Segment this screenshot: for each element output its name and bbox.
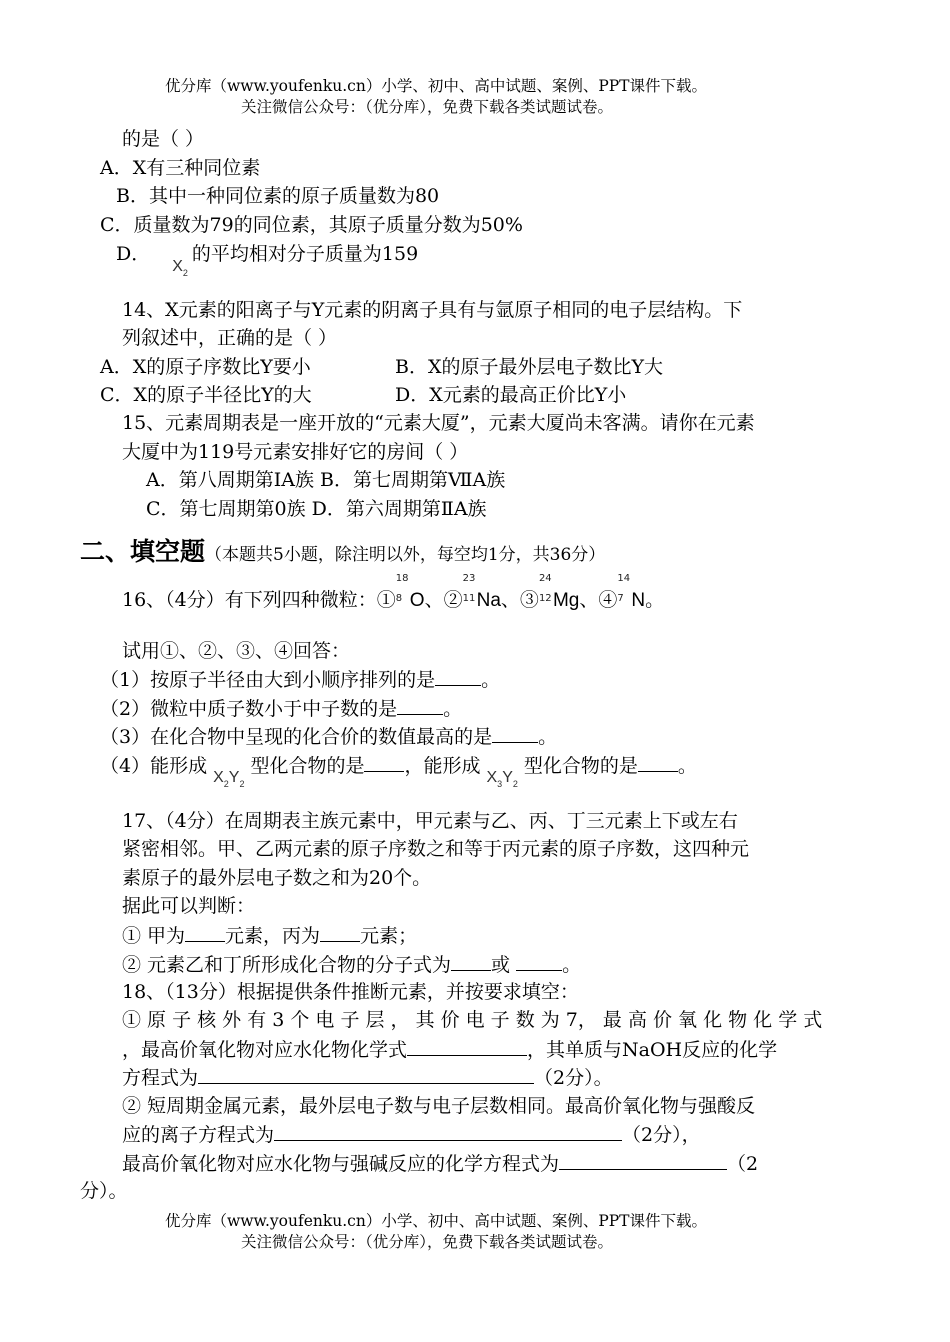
section-2-title: 二、填空题	[80, 537, 206, 566]
q13-option-d-label: D．	[116, 243, 151, 265]
footer-line-1: 优分库（www.youfenku.cn）小学、初中、高中试题、案例、PPT课件下载。	[165, 1212, 708, 1230]
q14-option-b: B．X的原子最外层电子数比Y大	[395, 356, 664, 378]
q16-part-3: （3）在化合物中呈现的化合价的数值最高的是 。	[100, 726, 558, 748]
particle-3: ③ 24 12 Mg、	[519, 573, 599, 611]
answer-blank[interactable]	[320, 923, 360, 942]
q18-line-7: 最高价氧化物对应水化物与强碱反应的化学方程式为 （2	[122, 1153, 759, 1175]
formula-x2: X2	[172, 258, 188, 278]
q14-option-d: D．X元素的最高正价比Y小	[395, 384, 627, 406]
particle-4: ④ 14 7 N。	[598, 573, 665, 611]
q15-options-ab: A．第八周期第IA族 B．第七周期第ⅦA族	[146, 469, 506, 491]
q18-line-8: 分）。	[80, 1180, 128, 1202]
q16-part-2: （2）微粒中质子数小于中子数的是 。	[100, 698, 463, 720]
q16-stem-text: 16、（4分）有下列四种微粒：	[122, 589, 377, 611]
q18-line-5: ② 短周期金属元素，最外层电子数与电子层数相同。最高价氧化物与强酸反	[122, 1095, 756, 1117]
answer-blank[interactable]	[559, 1151, 727, 1170]
q16-part-4: （4）能形成$_{X_2Y_2}$型化合物的是 ，能形成$_{X_3Y_2}$型化合物的是 。	[100, 755, 697, 789]
particle-1: ① 18 8 O、	[376, 573, 444, 611]
q18-line-1: 18、（13分）根据提供条件推断元素，并按要求填空：	[122, 981, 579, 1003]
answer-blank[interactable]	[407, 1037, 527, 1056]
answer-blank[interactable]	[198, 1065, 534, 1084]
q17-line-1: 17、（4分）在周期表主族元素中，甲元素与乙、丙、丁三元素上下或左右	[122, 810, 738, 832]
q13-stem-tail: 的是（ ）	[122, 128, 205, 150]
q18-line-4: 方程式为 （2分）。	[122, 1067, 613, 1089]
q17-line-4: 据此可以判断：	[122, 895, 256, 917]
q14-option-c: C．X的原子半径比Y的大	[100, 384, 312, 406]
answer-blank[interactable]	[364, 753, 404, 772]
q15-stem-2: 大厦中为119号元素安排好它的房间（ ）	[122, 441, 469, 463]
q16-part-1: （1）按原子半径由大到小顺序排列的是 。	[100, 669, 501, 691]
particle-2: ② 23 11 Na、	[443, 573, 520, 611]
section-2-heading	[80, 536, 605, 571]
q17-line-5: ① 甲为 元素，丙为 元素；	[122, 925, 418, 947]
q15-options-cd: C．第七周期第0族 D．第六周期第ⅡA族	[146, 498, 487, 520]
q18-line-3: ，最高价氧化物对应水化物化学式 ，其单质与NaOH反应的化学	[122, 1039, 778, 1061]
formula-x3y2: X3Y2	[486, 769, 518, 789]
q18-line-6: 应的离子方程式为 （2分），	[122, 1124, 701, 1146]
formula-x2y2: X2Y2	[213, 769, 245, 789]
answer-blank[interactable]	[492, 724, 538, 743]
answer-blank[interactable]	[516, 952, 562, 971]
header-line-1: 优分库（www.youfenku.cn）小学、初中、高中试题、案例、PPT课件下载。	[165, 77, 708, 95]
answer-blank[interactable]	[397, 696, 443, 715]
q18-line-2: ① 原 子 核 外 有 3 个 电 子 层 ， 其 价 电 子 数 为 7， 最 高 价 氧 化 物 化 学 式	[122, 1009, 823, 1031]
footer-line-2: 关注微信公众号：（优分库），免费下载各类试题试卷。	[241, 1233, 614, 1251]
q14-option-a: A．X的原子序数比Y要小	[100, 356, 311, 378]
q16-stem	[122, 573, 665, 613]
answer-blank[interactable]	[435, 667, 481, 686]
section-2-note: （本题共5小题，除注明以外，每空均1分，共36分）	[205, 545, 606, 565]
q14-stem-1: 14、X元素的阳离子与Y元素的阴离子具有与氩原子相同的电子层结构。下	[122, 299, 743, 321]
q17-line-3: 素原子的最外层电子数之和为20个。	[122, 867, 432, 889]
q17-line-2: 紧密相邻。甲、乙两元素的原子序数之和等于丙元素的原子序数，这四种元	[122, 838, 750, 860]
q13-option-d	[116, 242, 419, 278]
answer-blank[interactable]	[274, 1122, 622, 1141]
q13-option-d-text: 的平均相对分子质量为159	[191, 243, 419, 265]
q13-option-a: A．X有三种同位素	[100, 157, 261, 179]
q16-intro: 试用①、②、③、④回答：	[122, 640, 351, 662]
header-line-2: 关注微信公众号：（优分库），免费下载各类试题试卷。	[241, 98, 614, 116]
answer-blank[interactable]	[451, 952, 491, 971]
q14-stem-2: 列叙述中，正确的是（ ）	[122, 327, 338, 349]
answer-blank[interactable]	[185, 923, 225, 942]
answer-blank[interactable]	[638, 753, 678, 772]
q15-stem-1: 15、元素周期表是一座开放的“元素大厦”，元素大厦尚未客满。请你在元素	[122, 412, 755, 434]
q13-option-c: C．质量数为79的同位素，其原子质量分数为50%	[100, 214, 523, 236]
q13-option-b: B．其中一种同位素的原子质量数为80	[116, 185, 440, 207]
q17-line-6: ② 元素乙和丁所形成化合物的分子式为 或 。	[122, 954, 582, 976]
